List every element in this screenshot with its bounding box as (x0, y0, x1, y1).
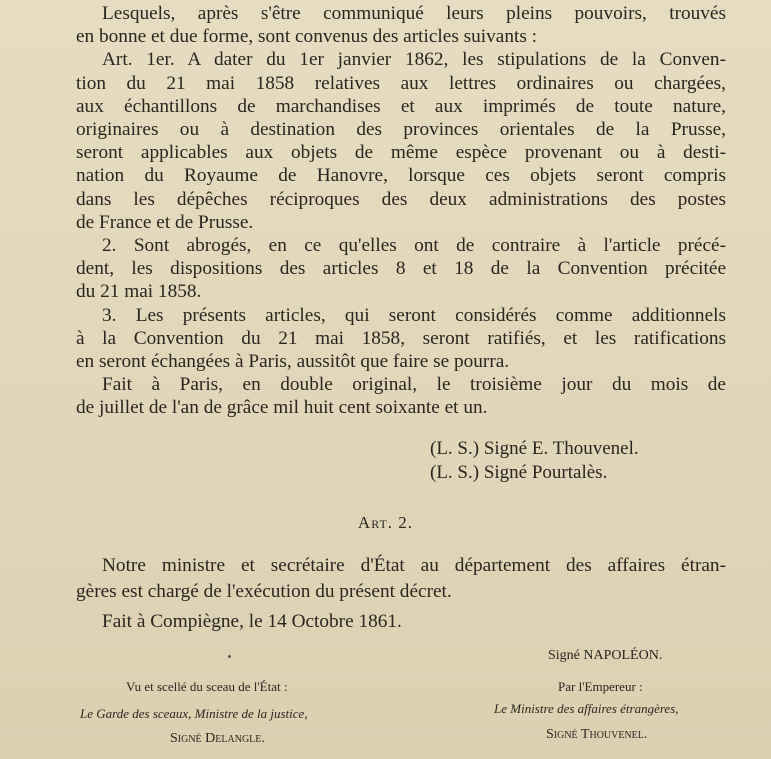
body-line: tion du 21 mai 1858 relatives aux lettres ordinaires ou chargées, (76, 72, 726, 94)
body-line: originaires ou à destination des provinces orientales de la Prusse, (76, 119, 726, 141)
garde-des-sceaux: Le Garde des sceaux, Ministre de la justice, (80, 706, 308, 721)
body-line-art2: 2. Sont abrogés, en ce qu'elles ont de contraire à l'article précé- (102, 235, 726, 257)
body-line: dent, les dispositions des articles 8 et 18 de la Convention précitée (76, 258, 726, 280)
decree-line: Notre ministre et secrétaire d'État au département des affaires étran- (102, 555, 726, 576)
body-line-art3: 3. Les présents articles, qui seront considérés comme additionnels (102, 304, 726, 326)
signe-delangle: Signé Delangle. (170, 731, 265, 746)
body-line: aux échantillons de marchandises et aux imprimés de toute nature, (76, 95, 726, 117)
signature-thouvenel: (L. S.) Signé E. Thouvenel. (430, 438, 639, 459)
body-line-art1: Art. 1er. A dater du 1er janvier 1862, les stipulations de la Conven- (102, 49, 726, 71)
ink-dot (228, 655, 231, 658)
body-line: Lesquels, après s'être communiqué leurs pleins pouvoirs, trouvés (102, 3, 726, 24)
treaty-signatures (430, 437, 639, 485)
body-line: de France et de Prusse. (76, 211, 254, 233)
body-line: dans les dépêches réciproques des deux administrations des postes (76, 188, 726, 210)
body-line: en seront échangées à Paris, aussitôt que faire se pourra. (76, 351, 510, 373)
body-line: seront applicables aux objets de même espèce provenant ou à desti- (76, 142, 726, 164)
body-line: nation du Royaume de Hanovre, lorsque ces objets seront compris (76, 165, 726, 187)
signature-pourtales: (L. S.) Signé Pourtalès. (430, 462, 608, 483)
vu-scelle: Vu et scellé du sceau de l'État : (126, 679, 288, 694)
decree-text (76, 553, 726, 605)
signe-thouvenel: Signé Thouvenel. (546, 727, 648, 742)
article-2-heading: Art. 2. (357, 513, 414, 532)
fait-compiegne: Fait à Compiègne, le 14 Octobre 1861. (102, 611, 402, 632)
body-line: à la Convention du 21 mai 1858, seront ratifiés, et les ratifications (76, 327, 726, 349)
body-text (76, 0, 726, 420)
body-line-fait-paris: Fait à Paris, en double original, le troisième jour du mois de (102, 374, 726, 396)
body-line: du 21 mai 1858. (76, 281, 202, 303)
body-line: de juillet de l'an de grâce mil huit cent soixante et un. (76, 397, 488, 419)
signe-napoleon: Signé NAPOLÉON. (548, 648, 663, 663)
par-empereur: Par l'Empereur : (558, 679, 643, 694)
body-line: en bonne et due forme, sont convenus des articles suivants : (76, 26, 538, 48)
ministre-affaires-etrangeres: Le Ministre des affaires étrangères, (494, 701, 679, 716)
decree-line: gères est chargé de l'exécution du présent décret. (76, 581, 452, 602)
